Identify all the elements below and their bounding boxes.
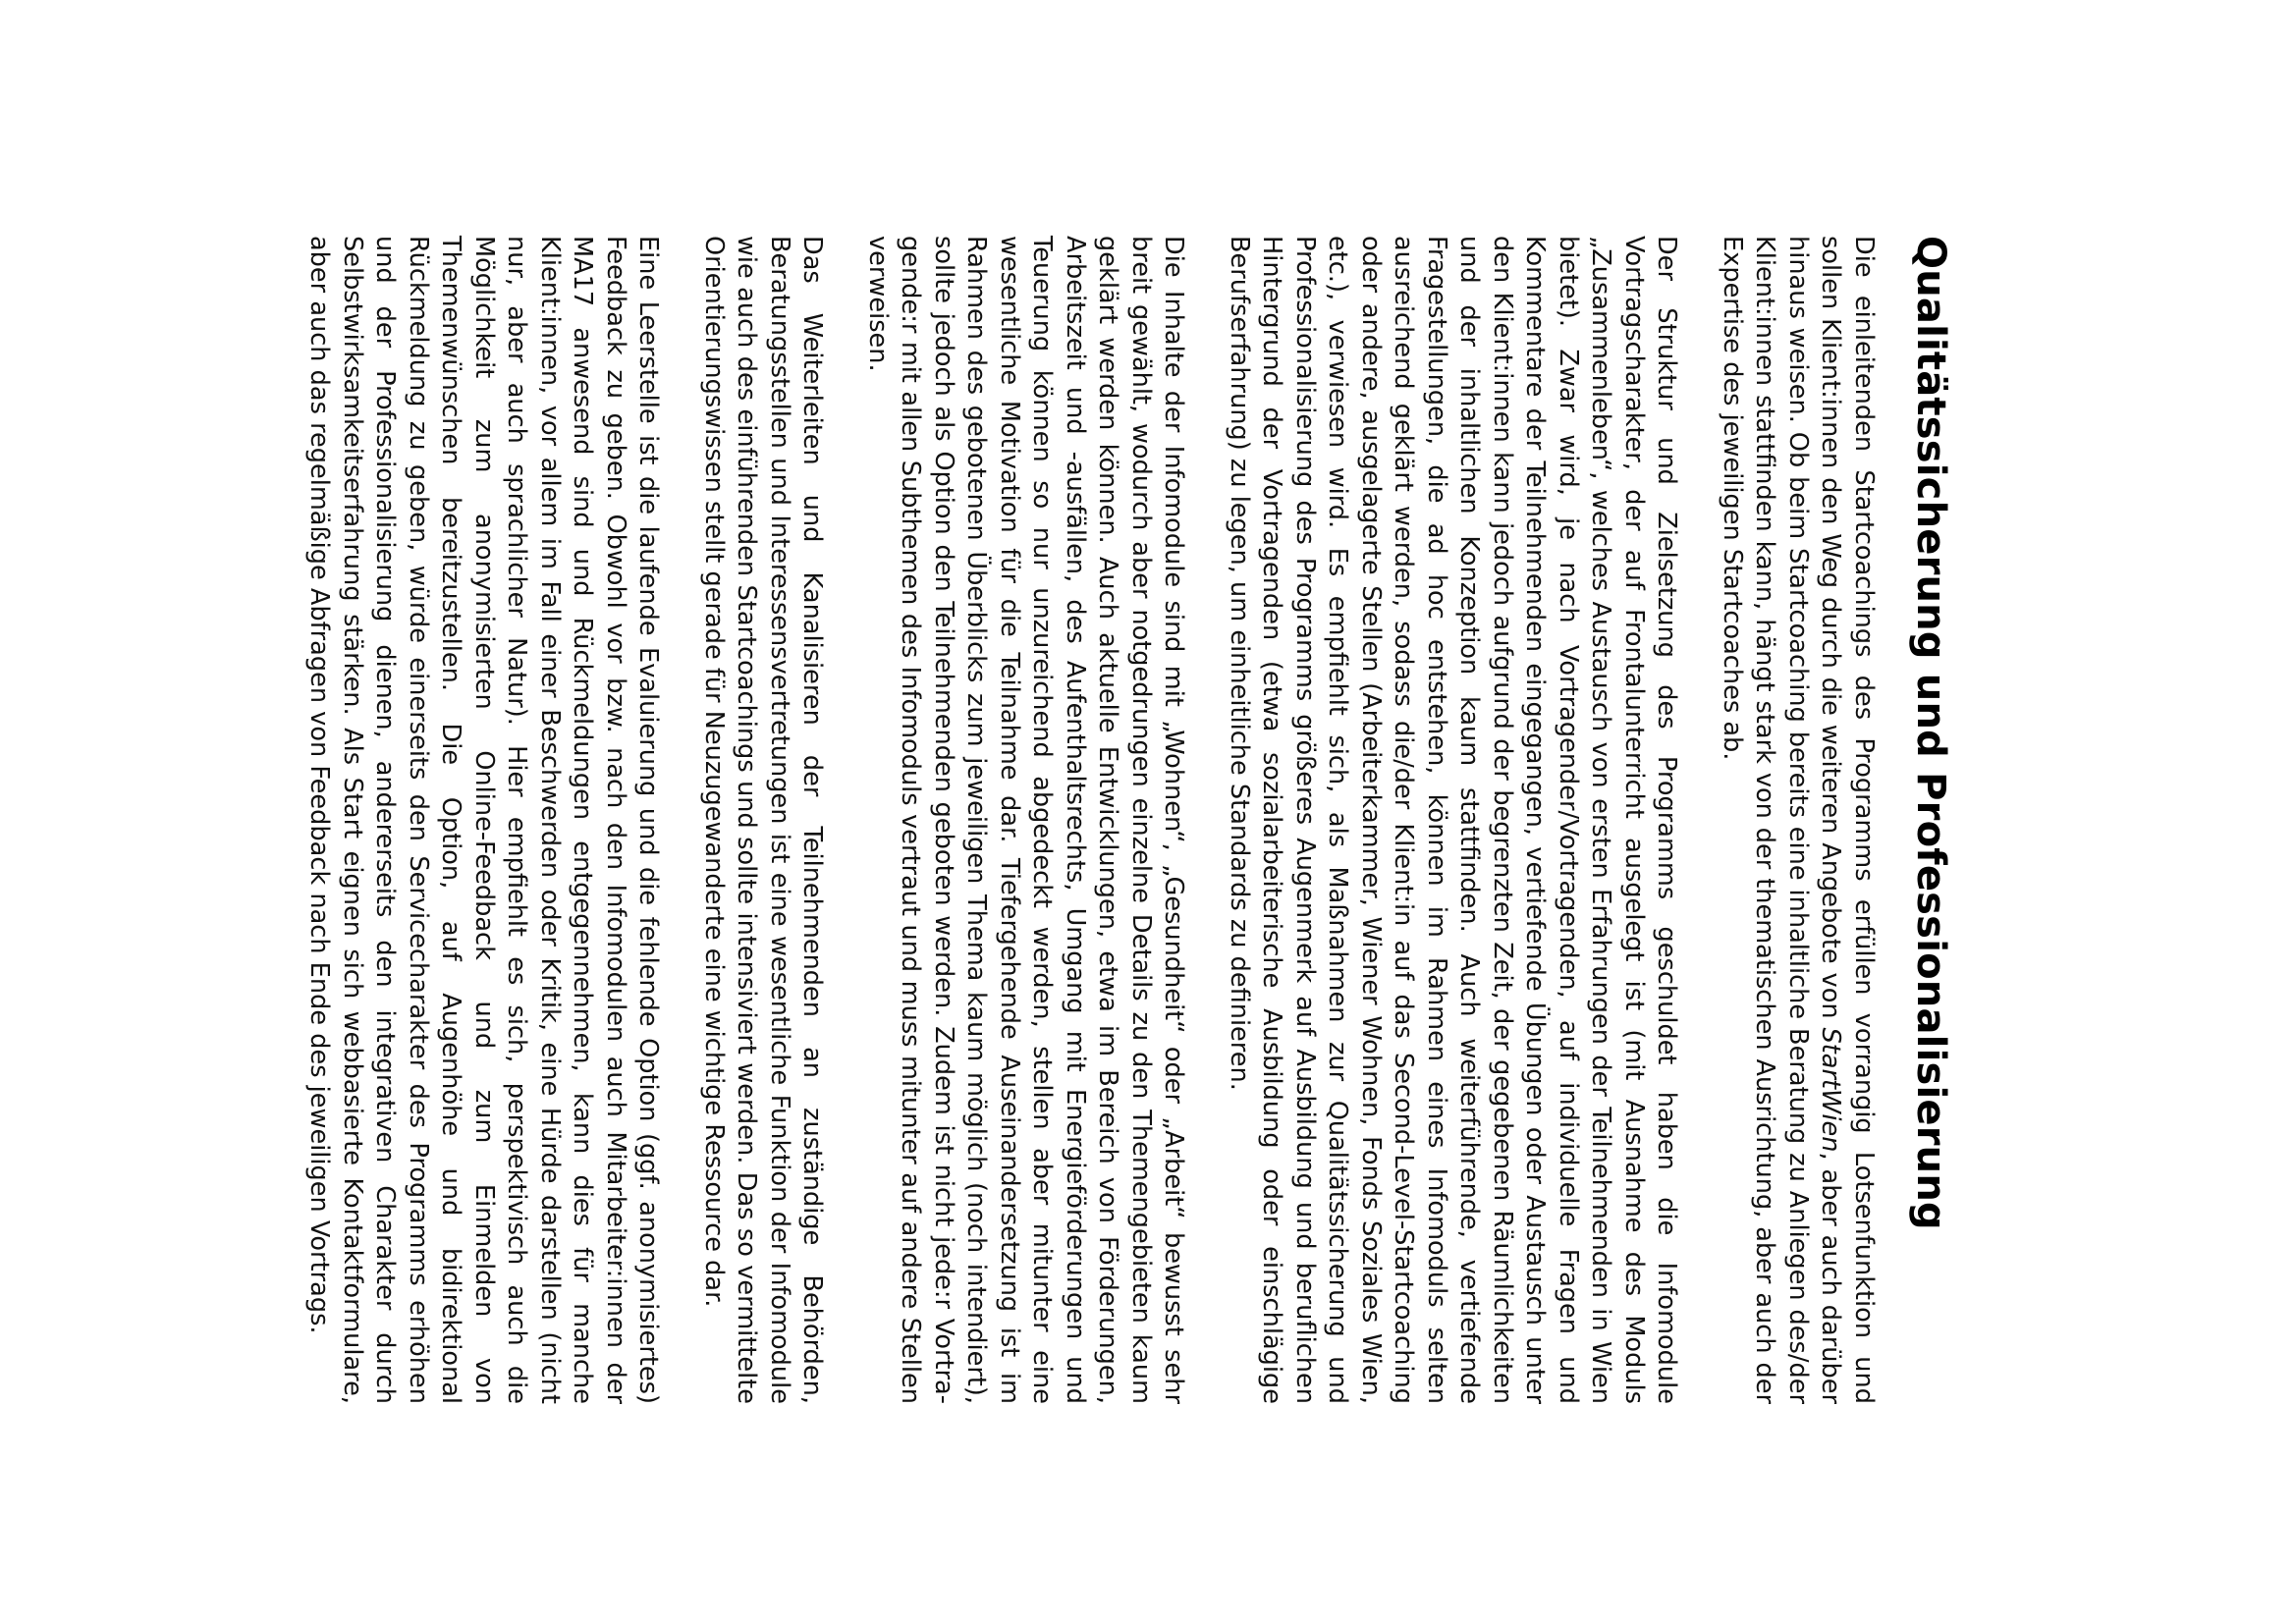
paragraph-evaluation: Eine Leerstelle ist die laufende Evaluierung und die fehlende Option (ggf. anonymisiertes) Feedback zu geben. Obwohl vor bzw. nach den Infomodulen auch Mitarbeiter:innen der MA17 anwesend sind und Rückmeldungen entgegennehmen, kann dies für manche Klient:innen, vor allem im Fall einer Beschwerden oder Kritik, eine Hürde darstellen (nicht nur, aber auch sprachlicher Natur). Hier empfiehlt es sich, perspektivisch auch die Möglichkeit zum anonymisierten Online-Feedback und zum Einmelden von Themenwünschen bereitzustellen. Die Option, auf Augenhöhe und bidirektional Rückmeldung zu geben, würde einerseits den Servicecharakter des Programms erhöhen und der Professionalisierung dienen, andererseits den integrativen Charakter durch Selbstwirksamkeitserfahrung stärken. Als Start eignen sich webbasierte Kontaktformulare, aber auch das regelmäßige Abfragen von Feedback nach Ende des jeweiligen Vortrags. xyxy=(304,236,664,1404)
paragraph-contents: Die Inhalte der Infomodule sind mit „Wohnen“, „Gesundheit“ oder „Arbeit“ bewusst sehr breit gewählt, wodurch aber notgedrungen einzelne Details zu den Themengebieten kaum geklärt werden können. Auch aktuelle Entwicklungen, etwa im Bereich von Förderungen, Arbeitszeit und -ausfällen, des Aufenthaltsrechts, Umgang mit Energieförderungen und Teuerung können so nur unzureichend abgedeckt werden, stellen aber mitunter eine wesentliche Motivation für die Teilnahme dar. Tiefergehende Auseinandersetzung ist im Rahmen des gebotenen Überblicks zum jeweiligen Thema kaum möglich (noch intendiert), sollte jedoch als Option den Teilnehmenden geboten werden. Zudem ist nicht jede:r Vortragende:r mit allen Subthemen des Infomoduls vertraut und muss mitunter auf andere Stellen verweisen. xyxy=(863,236,1189,1404)
paragraph-text: Die einleitenden Startcoachings des Programms erfüllen vorrangig Lotsenfunktion und sollen Klient:innen den Weg durch die weiteren Angebote von xyxy=(1816,236,1879,1404)
paragraph-structure: Der Struktur und Zielsetzung des Programms geschuldet haben die Infomodule Vortragscharakter, der auf Frontalunterricht ausgelegt ist (mit Ausnahme des Moduls „Zusammenleben“, welches Austausch von ersten Erfahrungen der Teilnehmenden in Wien bietet). Zwar wird, je nach Vortragender/Vortragenden, auf individuelle Fragen und Kommentare der Teilnehmenden eingegangen, vertiefende Übungen oder Austausch unter den Klient:innen kann jedoch aufgrund der begrenzten Zeit, der gegebenen Räumlichkeiten und der inhaltlichen Konzeption kaum stattfinden. Auch weiterführende, vertiefende Fragestellungen, die ad hoc entstehen, können im Rahmen eines Infomoduls selten ausreichend geklärt werden, sodass die/der Klient:in auf das Second-Level-Startcoaching oder andere, ausgelagerte Stellen (Arbeiterkammer, Wiener Wohnen, Fonds Soziales Wien, etc.), verwiesen wird. Es empfiehlt sich, als Maßnahmen zur Qualitätssicherung und Professionalisierung des Programms größeres Augenmerk auf Ausbildung und beruflichen Hintergrund der Vortragenden (etwa sozialarbeiterische Ausbildung oder einschlägige Berufserfahrung) zu legen, um einheitliche Standards zu definieren. xyxy=(1225,236,1682,1404)
paragraph-startcoaching xyxy=(1716,236,1881,1404)
emphasis-program-name: StartWien xyxy=(1816,1027,1846,1153)
document-title: Qualitätssicherung und Professionalisierung xyxy=(1908,236,1953,1230)
paragraph-referral: Das Weiterleiten und Kanalisieren der Teilnehmenden an zuständige Behörden, Beratungsstellen und Interessensvertretungen ist eine wesentliche Funktion der Infomodule wie auch des einführenden Startcoachings und sollte intensiviert werden. Das so vermittelte Orientierungswissen stellt gerade für Neuzugewanderte eine wichtige Ressource dar. xyxy=(699,236,828,1404)
paragraph-text: , aber auch darüber hinaus weisen. Ob beim Startcoaching bereits eine inhaltliche Beratung zu Anliegen des/der Klient:innen stattfinden kann, hängt stark von der thematischen Ausrichtung, aber auch der Expertise des jeweiligen Startcoaches ab. xyxy=(1718,236,1846,1404)
rotated-document-page xyxy=(302,236,1954,1404)
